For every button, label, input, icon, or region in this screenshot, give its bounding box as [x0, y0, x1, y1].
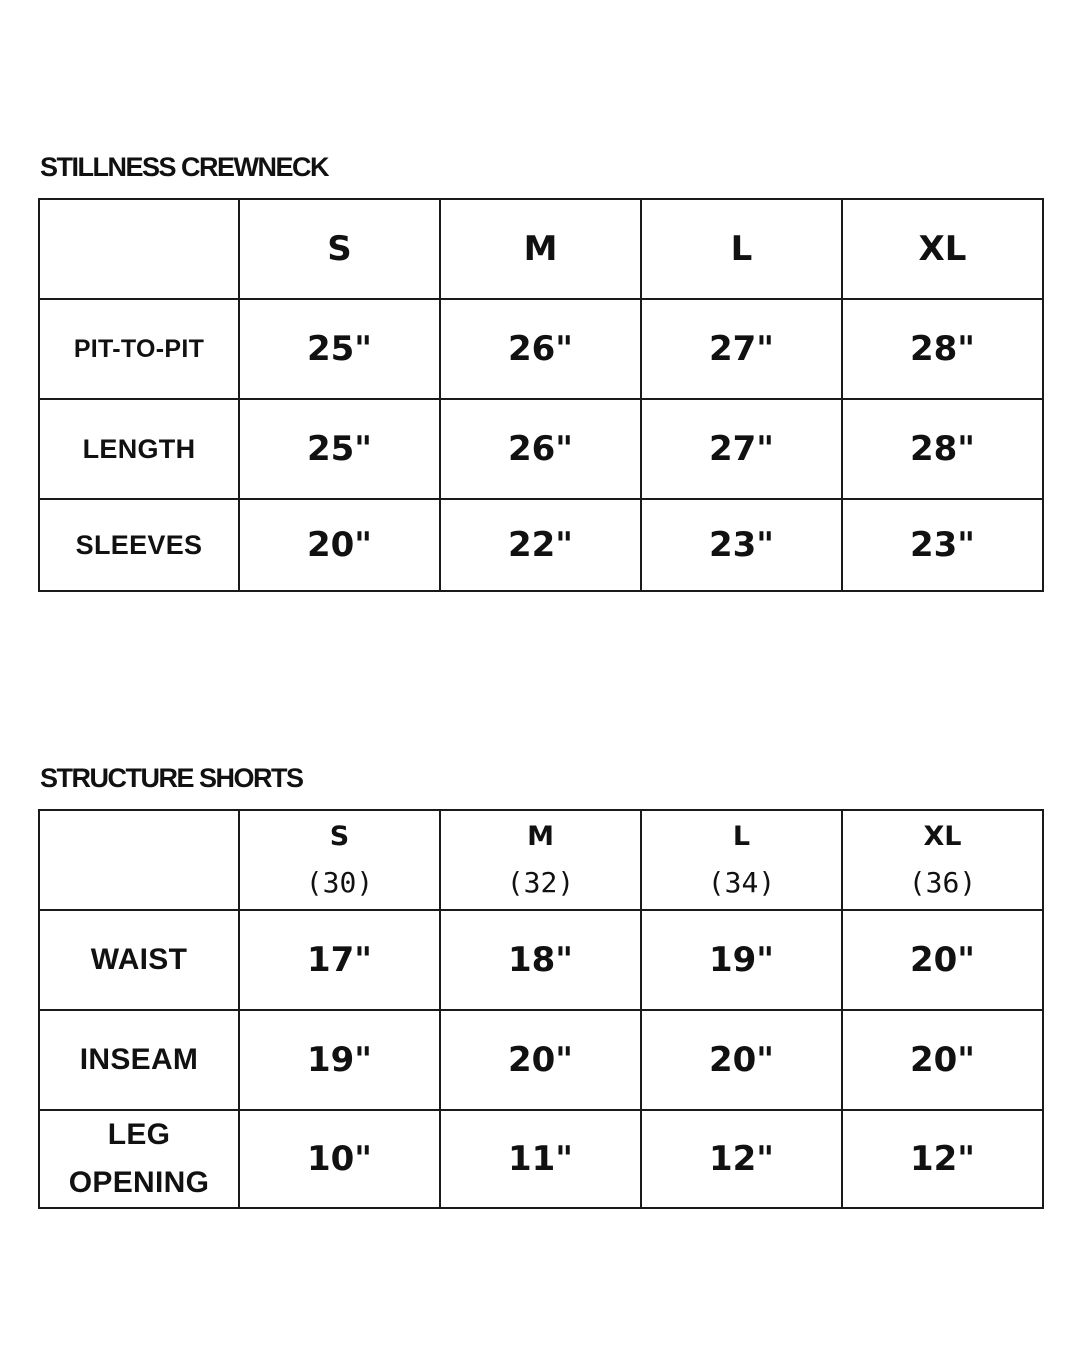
value-cell: 23": [842, 499, 1043, 591]
crewneck-size-table: [38, 198, 1044, 592]
waist-size: (34): [707, 866, 776, 899]
size-header-s: S: [239, 199, 440, 299]
size-letter: M: [527, 821, 554, 852]
table-row: [39, 910, 1043, 1010]
size-letter: L: [732, 821, 751, 852]
value-cell: 28": [842, 399, 1043, 499]
size-header-xl: [842, 810, 1043, 910]
value-cell: 11": [440, 1110, 641, 1208]
value-cell: 20": [641, 1010, 842, 1110]
row-label-length: LENGTH: [39, 399, 239, 499]
corner-cell: [39, 810, 239, 910]
value-cell: 28": [842, 299, 1043, 399]
size-header-l: [641, 810, 842, 910]
value-cell: 22": [440, 499, 641, 591]
table-row: [39, 299, 1043, 399]
value-cell: 26": [440, 399, 641, 499]
value-cell: 27": [641, 399, 842, 499]
value-cell: 12": [842, 1110, 1043, 1208]
table-row: [39, 399, 1043, 499]
size-header-xl: XL: [842, 199, 1043, 299]
waist-size: (30): [305, 866, 374, 899]
table-row: [39, 1010, 1043, 1110]
crewneck-header-row: [39, 199, 1043, 299]
size-letter: S: [329, 821, 350, 852]
value-cell: 20": [842, 910, 1043, 1010]
table-row: [39, 499, 1043, 591]
shorts-title: STRUCTURE SHORTS: [40, 763, 303, 793]
value-cell: 26": [440, 299, 641, 399]
size-header-m: [440, 810, 641, 910]
row-label-pit-to-pit: PIT-TO-PIT: [39, 299, 239, 399]
value-cell: 19": [239, 1010, 440, 1110]
value-cell: 20": [842, 1010, 1043, 1110]
corner-cell: [39, 199, 239, 299]
row-label-sleeves: SLEEVES: [39, 499, 239, 591]
value-cell: 19": [641, 910, 842, 1010]
size-header-s: [239, 810, 440, 910]
shorts-header-row: [39, 810, 1043, 910]
value-cell: 20": [239, 499, 440, 591]
row-label-waist: WAIST: [39, 910, 239, 1010]
value-cell: 18": [440, 910, 641, 1010]
size-letter: XL: [923, 821, 962, 852]
size-header-l: L: [641, 199, 842, 299]
row-label-inseam: INSEAM: [39, 1010, 239, 1110]
value-cell: 25": [239, 299, 440, 399]
value-cell: 23": [641, 499, 842, 591]
row-label-line: OPENING: [68, 1166, 210, 1199]
row-label-line: LEG: [107, 1118, 171, 1151]
table-row: [39, 1110, 1043, 1208]
waist-size: (32): [506, 866, 575, 899]
crewneck-title: STILLNESS CREWNECK: [40, 152, 329, 182]
value-cell: 12": [641, 1110, 842, 1208]
value-cell: 17": [239, 910, 440, 1010]
size-header-m: M: [440, 199, 641, 299]
value-cell: 25": [239, 399, 440, 499]
row-label-leg-opening: [39, 1110, 239, 1208]
value-cell: 20": [440, 1010, 641, 1110]
value-cell: 10": [239, 1110, 440, 1208]
waist-size: (36): [908, 866, 977, 899]
shorts-size-table: [38, 809, 1044, 1209]
value-cell: 27": [641, 299, 842, 399]
